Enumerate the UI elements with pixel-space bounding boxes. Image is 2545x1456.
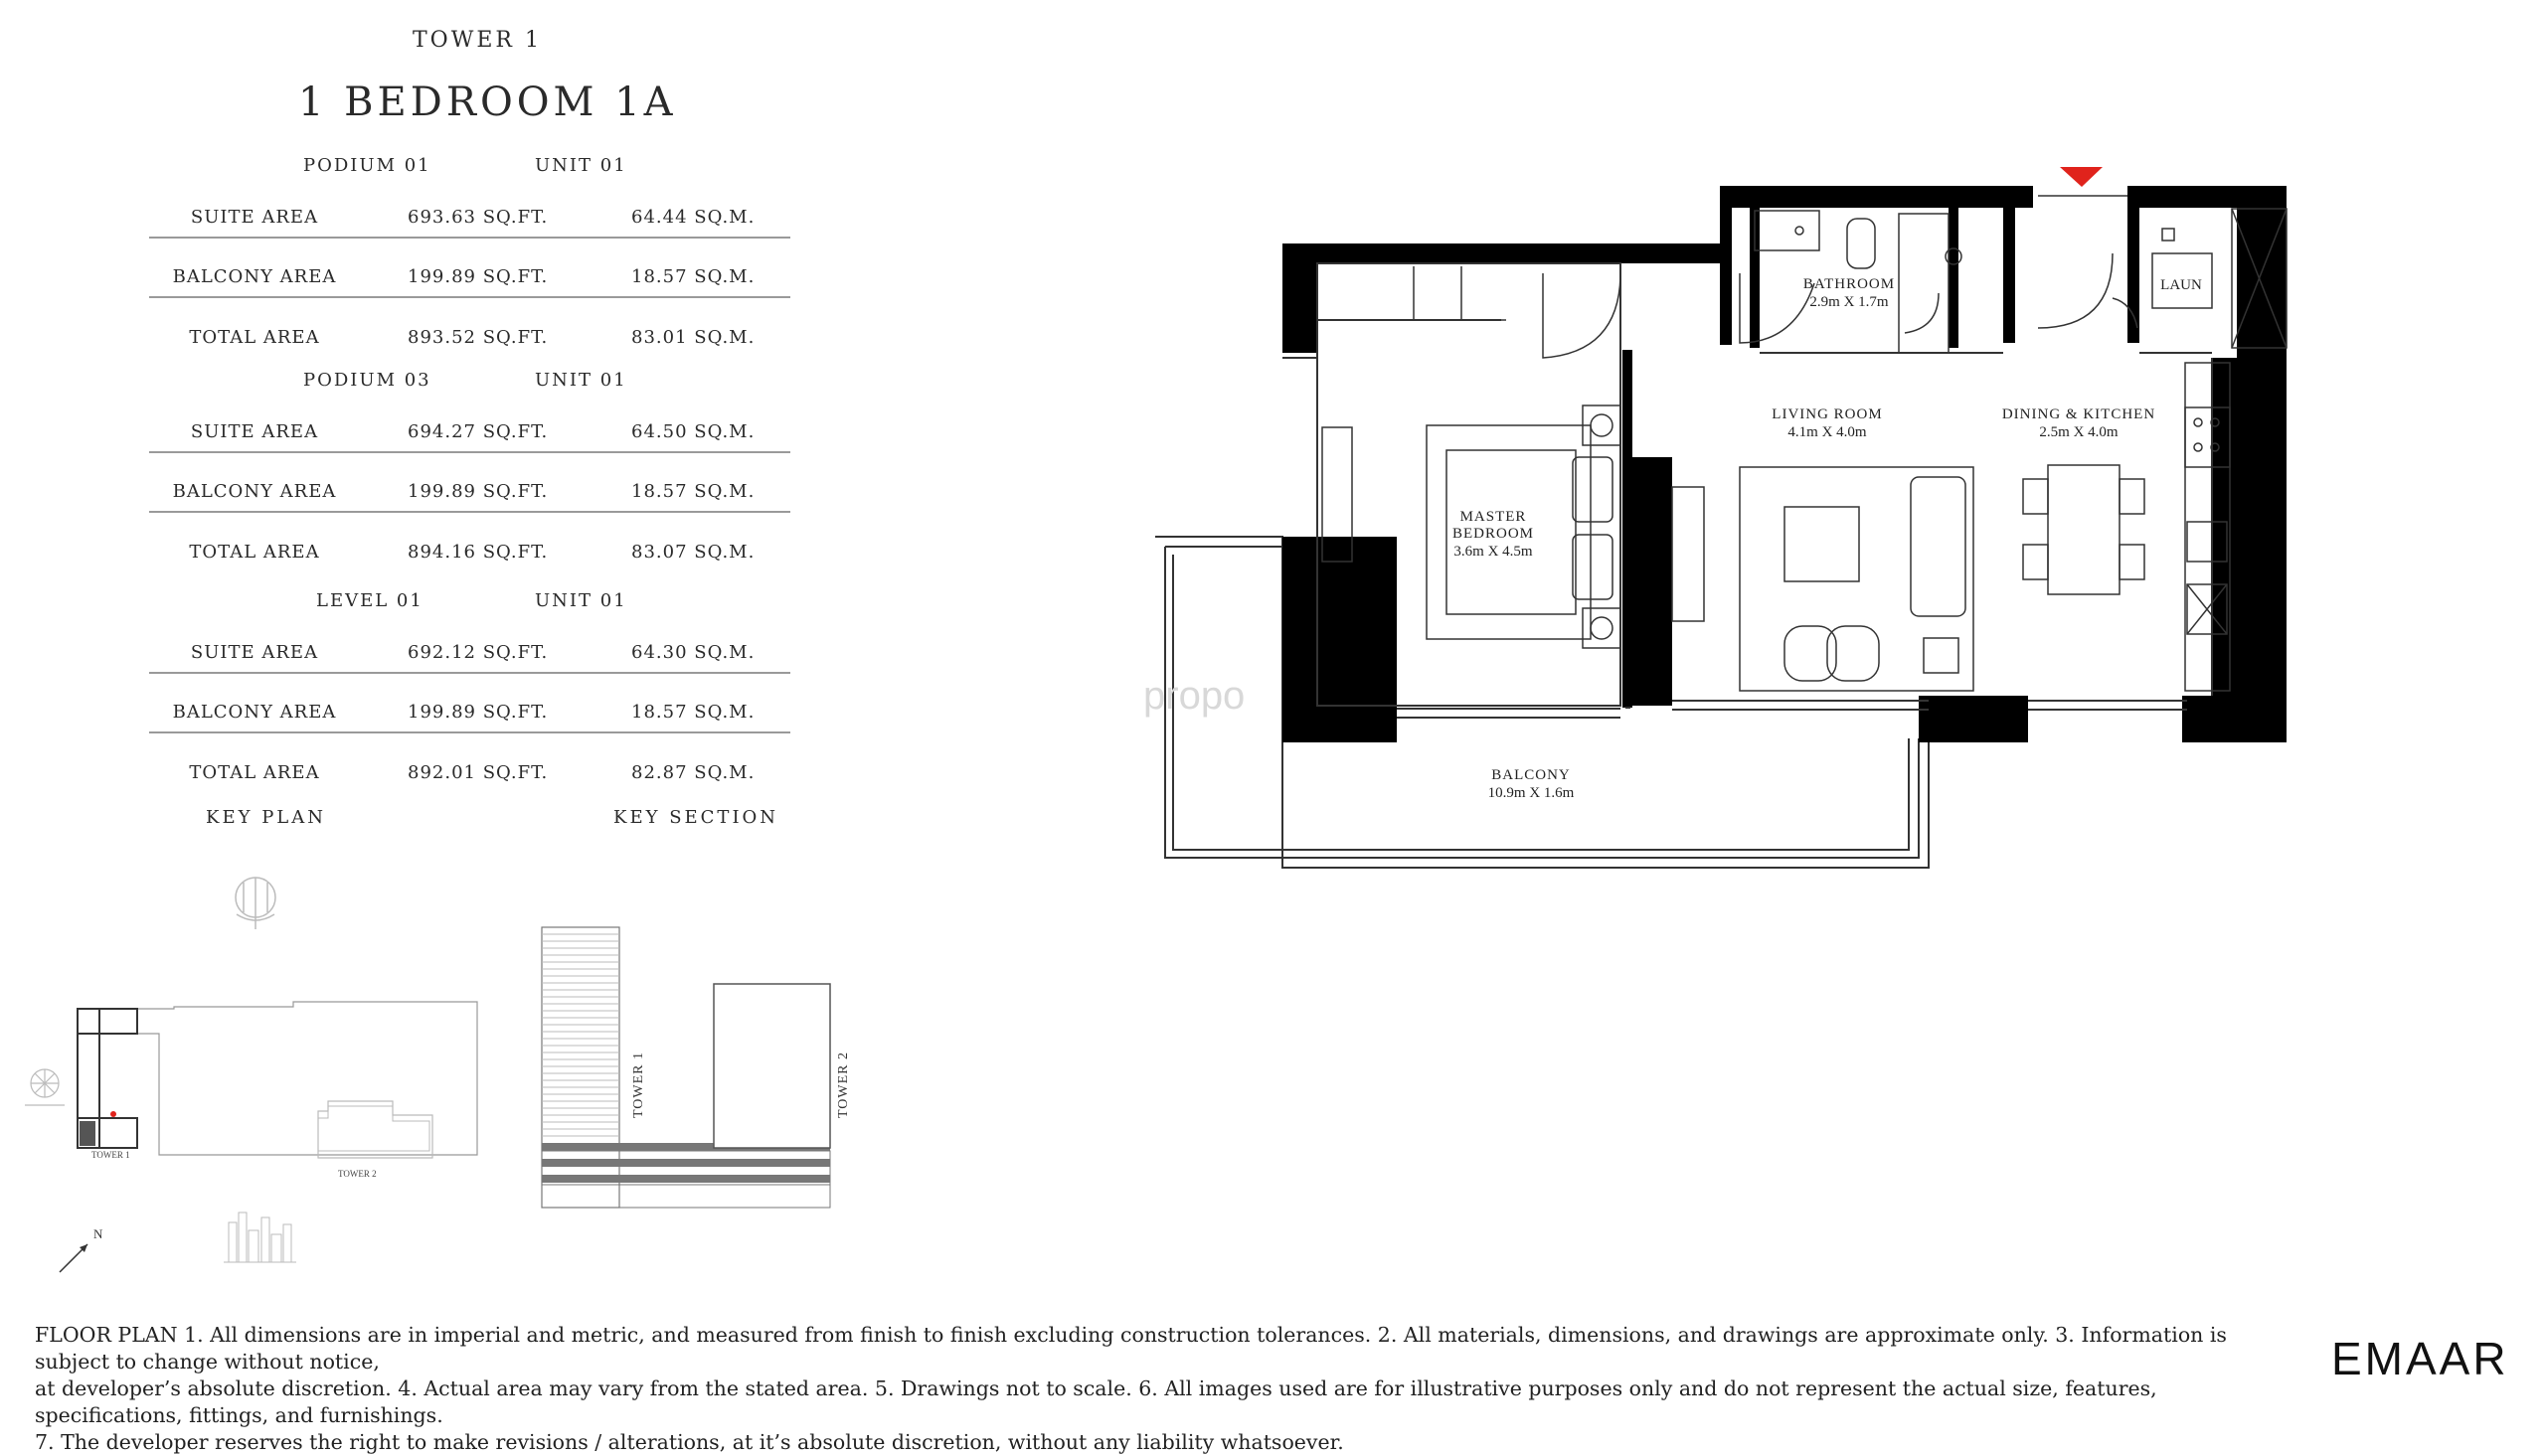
balcony-label: BALCONY [1491,767,1571,783]
row-divider [149,451,790,453]
area-sqm: 64.44 SQ.M. [631,207,756,228]
master-size: 3.6m X 4.5m [1453,544,1533,560]
area-sqft: 199.89 SQ.FT. [408,481,549,502]
watermark: propo [1143,674,1246,718]
dining-label: DINING & KITCHEN [2001,406,2156,422]
living-furniture [1740,467,1973,691]
balcony-size: 10.9m X 1.6m [1487,785,1575,801]
living-size: 4.1m X 4.0m [1787,424,1867,440]
north-label: N [93,1226,103,1241]
area-sqft: 892.01 SQ.FT. [408,762,549,783]
keyplan-tower2-label: TOWER 2 [338,1169,377,1179]
area-sqm: 18.57 SQ.M. [631,481,756,502]
bathroom-label: BATHROOM [1802,276,1896,292]
balcony-outline [1155,537,1929,868]
area-sqm: 83.01 SQ.M. [631,327,756,348]
area-sqm: 64.30 SQ.M. [631,642,756,663]
area-sqft: 693.63 SQ.FT. [408,207,549,228]
group-location: PODIUM 01 [303,155,431,176]
area-sqft: 199.89 SQ.FT. [408,702,549,723]
skyline-icon [224,1213,296,1262]
area-label: SUITE AREA [190,421,319,442]
laundry-label: LAUN [2160,277,2202,293]
floor-plan [1143,159,2316,890]
area-sqft: 199.89 SQ.FT. [408,266,549,287]
area-row [149,626,790,686]
area-sqft: 893.52 SQ.FT. [408,327,549,348]
area-label: BALCONY AREA [172,266,337,287]
area-row [149,746,790,806]
area-sqm: 83.07 SQ.M. [631,542,756,563]
area-row [149,465,790,525]
unit-title: 1 BEDROOM 1A [298,80,677,125]
entry-marker-icon [2060,167,2103,187]
section-tower2-label: TOWER 2 [836,1051,851,1118]
palm-island-icon [236,878,275,929]
row-divider [149,296,790,298]
area-label: SUITE AREA [190,207,319,228]
disclaimer [35,1322,2262,1456]
interior-walls [1282,263,2212,718]
group-unit: UNIT 01 [535,370,627,391]
row-divider [149,237,790,239]
unit-marker [110,1111,116,1117]
area-sqm: 18.57 SQ.M. [631,266,756,287]
key-plan-drawing [20,865,497,1292]
ferris-wheel-icon [25,1069,65,1105]
row-divider [149,731,790,733]
group-location: PODIUM 03 [303,370,431,391]
area-row [149,686,790,745]
keyplan-tower1-label: TOWER 1 [91,1150,130,1160]
section-tower1-label: TOWER 1 [631,1051,646,1118]
north-arrow-icon [60,1244,87,1272]
disclaimer-line: at developer’s absolute discretion. 4. Actual area may vary from the stated area. 5. Drawings not to scale. 6. All images used are for illustrative purposes only and do not represent the actual size, features, specifications, fittings, and furnishings. [35,1376,2157,1427]
area-row [149,311,790,371]
area-sqm: 18.57 SQ.M. [631,702,756,723]
master-label-2: BEDROOM [1451,526,1535,542]
tower-label: TOWER 1 [413,28,542,53]
dining-size: 2.5m X 4.0m [2039,424,2119,440]
row-divider [149,511,790,513]
area-sqft: 694.27 SQ.FT. [408,421,549,442]
area-label: TOTAL AREA [189,327,320,348]
group-unit: UNIT 01 [535,155,627,176]
master-label: MASTER [1459,509,1527,525]
podium-band [542,1175,830,1183]
area-label: TOTAL AREA [189,762,320,783]
area-label: SUITE AREA [190,642,319,663]
area-row [149,250,790,310]
living-label: LIVING ROOM [1772,406,1883,422]
row-divider [149,672,790,674]
disclaimer-line: FLOOR PLAN 1. All dimensions are in imperial and metric, and measured from finish to finish excluding construction tolerances. 2. All materials, dimensions, and drawings are approximate only. 3. Information is subject to change without notice, [35,1323,2227,1374]
group-location: LEVEL 01 [316,590,424,611]
podium-band [542,1159,830,1167]
area-label: TOTAL AREA [189,542,320,563]
bathroom-size: 2.9m X 1.7m [1809,294,1889,310]
key-section-drawing [537,924,851,1213]
area-sqm: 64.50 SQ.M. [631,421,756,442]
area-row [149,191,790,250]
tower2-section [714,984,830,1148]
key-section-title: KEY SECTION [613,807,779,828]
area-sqm: 82.87 SQ.M. [631,762,756,783]
area-row [149,526,790,585]
area-label: BALCONY AREA [172,702,337,723]
area-row [149,405,790,465]
tower2-footprint [318,1106,429,1151]
brand-logo: EMAAR [2331,1333,2509,1384]
unit-highlight [80,1121,95,1146]
area-sqft: 692.12 SQ.FT. [408,642,549,663]
key-plan-title: KEY PLAN [206,807,327,828]
disclaimer-line: 7. The developer reserves the right to make revisions / alterations, at it’s absolute discretion, without any liability whatsoever. [35,1430,1344,1454]
area-label: BALCONY AREA [172,481,337,502]
area-sqft: 894.16 SQ.FT. [408,542,549,563]
entry-door [2038,196,2137,328]
group-unit: UNIT 01 [535,590,627,611]
